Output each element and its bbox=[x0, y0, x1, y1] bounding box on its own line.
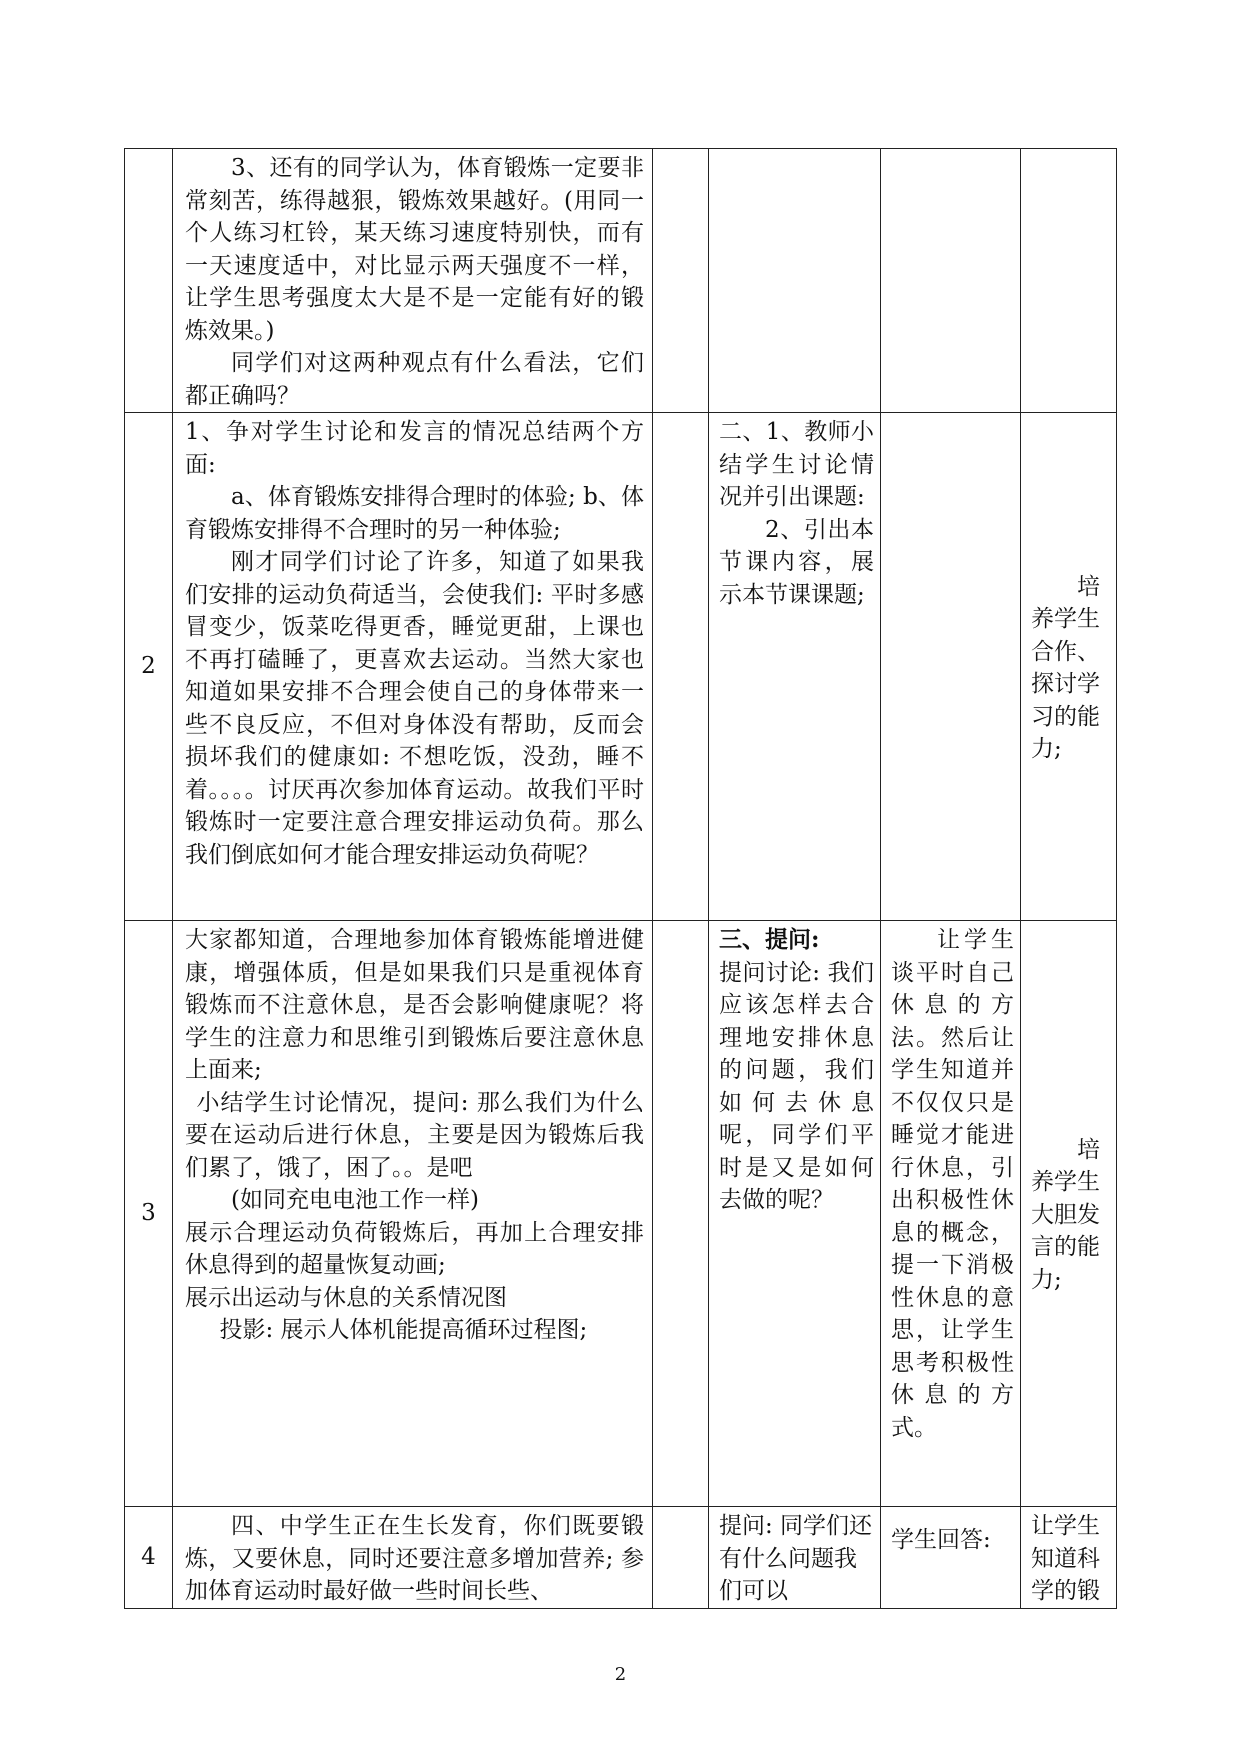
procedure-paragraph: 同学们对这两种观点有什么看法，它们都正确吗？ bbox=[185, 350, 644, 409]
procedure-cell bbox=[173, 149, 653, 413]
student-activity-cell bbox=[881, 413, 1021, 921]
teacher-activity-cell bbox=[709, 921, 881, 1507]
design-intent-text: 培养学生合作、探讨学习的能力; bbox=[1031, 573, 1100, 762]
teacher-activity-title: 三、提问: bbox=[719, 926, 820, 953]
procedure-cell bbox=[173, 413, 653, 921]
procedure-cell bbox=[173, 1507, 653, 1609]
procedure-paragraph: a、体育锻炼安排得合理时的体验; b、体育锻炼安排得不合理时的另一种体验; bbox=[185, 484, 644, 543]
procedure-paragraph: 投影: 展示人体机能提高循环过程图; bbox=[219, 1317, 588, 1343]
procedure-paragraph: 展示出运动与休息的关系情况图 bbox=[185, 1284, 507, 1311]
teacher-activity-cell bbox=[709, 149, 881, 413]
teacher-activity-text: 二、1、教师小结学生讨论情况并引出课题: bbox=[719, 419, 874, 510]
procedure-paragraph: 1、争对学生讨论和发言的情况总结两个方面: bbox=[185, 419, 644, 478]
row-number bbox=[125, 149, 173, 413]
teacher-activity-cell bbox=[709, 1507, 881, 1609]
procedure-paragraph: 小结学生讨论情况，提问: 那么我们为什么要在运动后进行休息，主要是因为锻炼后我们累了，饿了，困了。。是吧 bbox=[185, 1089, 644, 1181]
lesson-plan-table bbox=[124, 148, 1117, 1609]
procedure-paragraph: (如同充电电池工作一样) bbox=[231, 1187, 479, 1213]
design-intent-cell bbox=[1021, 149, 1117, 413]
table-row bbox=[125, 149, 1117, 413]
teacher-activity-text: 2、引出本节课内容，展示本节课课题; bbox=[719, 516, 874, 608]
student-activity-text: 学生回答: bbox=[891, 1527, 991, 1553]
student-activity-cell bbox=[881, 149, 1021, 413]
procedure-paragraph: 展示合理运动负荷锻炼后，再加上合理安排休息得到的超量恢复动画; bbox=[185, 1219, 644, 1278]
teacher-activity-text: 提问: 同学们还有什么问题我们可以 bbox=[719, 1513, 873, 1604]
blank-cell bbox=[653, 413, 709, 921]
student-activity-text: 让学生谈平时自己休息的方法。然后让学生知道并不仅仅只是睡觉才能进行休息，引出积极性休息的概念，提一下消极性休息的意思，让学生思考积极性休息的方式。 bbox=[891, 927, 1014, 1441]
design-intent-cell bbox=[1021, 413, 1117, 921]
procedure-paragraph: 四、中学生正在生长发育，你们既要锻炼，又要休息，同时还要注意多增加营养; 参加体育运动时最好做一些时间长些、 bbox=[185, 1513, 644, 1604]
blank-cell bbox=[653, 149, 709, 413]
row-number: 2 bbox=[125, 413, 173, 921]
table-row bbox=[125, 921, 1117, 1507]
procedure-paragraph: 3、还有的同学认为，体育锻炼一定要非常刻苦，练得越狠，锻炼效果越好。(用同一个人练习杠铃，某天练习速度特别快，而有一天速度适中，对比显示两天强度不一样，让学生思考强度太大是不是一定能有好的锻炼效果。) bbox=[185, 155, 644, 344]
teacher-activity-cell bbox=[709, 413, 881, 921]
row-number: 4 bbox=[125, 1507, 173, 1609]
page-number: 2 bbox=[614, 1664, 627, 1685]
student-activity-cell bbox=[881, 921, 1021, 1507]
procedure-cell bbox=[173, 921, 653, 1507]
blank-cell bbox=[653, 921, 709, 1507]
table-row bbox=[125, 1507, 1117, 1609]
student-activity-cell bbox=[881, 1507, 1021, 1609]
row-number: 3 bbox=[125, 921, 173, 1507]
teacher-activity-text: 提问讨论: 我们应该怎样去合理地安排休息的问题，我们如何去休息呢，同学们平时是又是如何去做的呢？ bbox=[719, 959, 874, 1213]
design-intent-text: 让学生知道科学的锻 bbox=[1031, 1513, 1100, 1604]
blank-cell bbox=[653, 1507, 709, 1609]
table-row bbox=[125, 413, 1117, 921]
design-intent-cell bbox=[1021, 1507, 1117, 1609]
design-intent-text: 培养学生大胆发言的能力; bbox=[1031, 1136, 1100, 1293]
procedure-paragraph: 刚才同学们讨论了许多，知道了如果我们安排的运动负荷适当，会使我们: 平时多感冒变少，饭菜吃得更香，睡觉更甜，上课也不再打磕睡了，更喜欢去运动。当然大家也知道如果安排不合理会使自己的身体带来一些不良反应，不但对身体没有帮助，反而会损坏我们的健康如: 不想吃饭，没劲，睡不着。。。。讨厌再次参加体育运动。故我们平时锻炼时一定要注意合理安排运动负荷。那么我们倒底如何才能合理安排运动负荷呢？ bbox=[185, 549, 644, 868]
procedure-paragraph: 大家都知道，合理地参加体育锻炼能增进健康，增强体质，但是如果我们只是重视体育锻炼而不注意休息，是否会影响健康呢？将学生的注意力和思维引到锻炼后要注意休息上面来; bbox=[185, 927, 644, 1083]
design-intent-cell bbox=[1021, 921, 1117, 1507]
